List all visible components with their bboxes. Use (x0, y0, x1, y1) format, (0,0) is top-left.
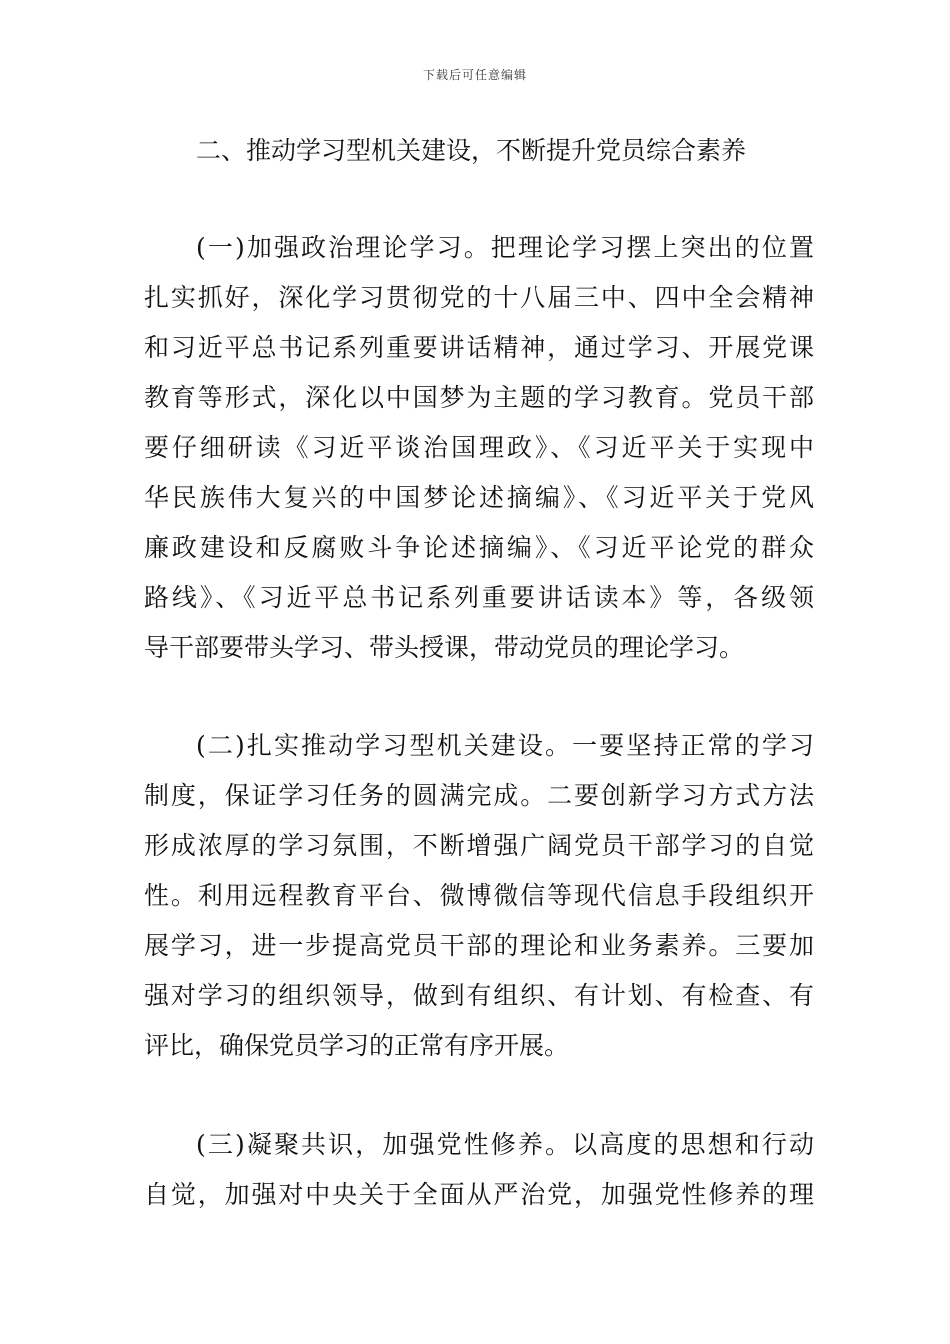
paragraph-line: 性。利用远程教育平台、微博微信等现代信息手段组织开 (144, 881, 814, 910)
paragraph-line: 导干部要带头学习、带头授课，带动党员的理论学习。 (144, 633, 745, 662)
paragraph-line: 和习近平总书记系列重要讲话精神，通过学习、开展党课 (144, 333, 814, 362)
header-note: 下载后可任意编辑 (422, 68, 527, 82)
paragraph-line: 展学习，进一步提高党员干部的理论和业务素养。三要加 (144, 931, 814, 960)
paragraph-line: 廉政建设和反腐败斗争论述摘编》、《习近平论党的群众 (144, 533, 814, 562)
paragraph-line: 要仔细研读《习近平谈治国理政》、《习近平关于实现中 (144, 433, 814, 462)
paragraph-party-spirit (144, 1120, 814, 1220)
paragraph-line: (三)凝聚共识，加强党性修养。以高度的思想和行动 (196, 1130, 814, 1159)
paragraph-political-theory (144, 223, 814, 673)
paragraph-line: (二)扎实推动学习型机关建设。一要坚持正常的学习 (196, 731, 814, 760)
paragraph-line: 扎实抓好，深化学习贯彻党的十八届三中、四中全会精神 (144, 283, 814, 312)
section-heading: 二、推动学习型机关建设，不断提升党员综合素养 (196, 136, 747, 165)
paragraph-line: 强对学习的组织领导，做到有组织、有计划、有检查、有 (144, 981, 814, 1010)
paragraph-line: (一)加强政治理论学习。把理论学习摆上突出的位置 (196, 233, 814, 262)
paragraph-line: 自觉，加强对中央关于全面从严治党，加强党性修养的理 (144, 1180, 814, 1209)
paragraph-line: 制度，保证学习任务的圆满完成。二要创新学习方式方法 (144, 781, 814, 810)
paragraph-line: 教育等形式，深化以中国梦为主题的学习教育。党员干部 (144, 383, 814, 412)
paragraph-line: 路线》、《习近平总书记系列重要讲话读本》等，各级领 (144, 583, 814, 612)
paragraph-line: 华民族伟大复兴的中国梦论述摘编》、《习近平关于党风 (144, 483, 814, 512)
paragraph-line: 形成浓厚的学习氛围，不断增强广阔党员干部学习的自觉 (144, 831, 814, 860)
paragraph-learning-organization (144, 721, 814, 1071)
paragraph-line: 评比，确保党员学习的正常有序开展。 (144, 1031, 570, 1060)
